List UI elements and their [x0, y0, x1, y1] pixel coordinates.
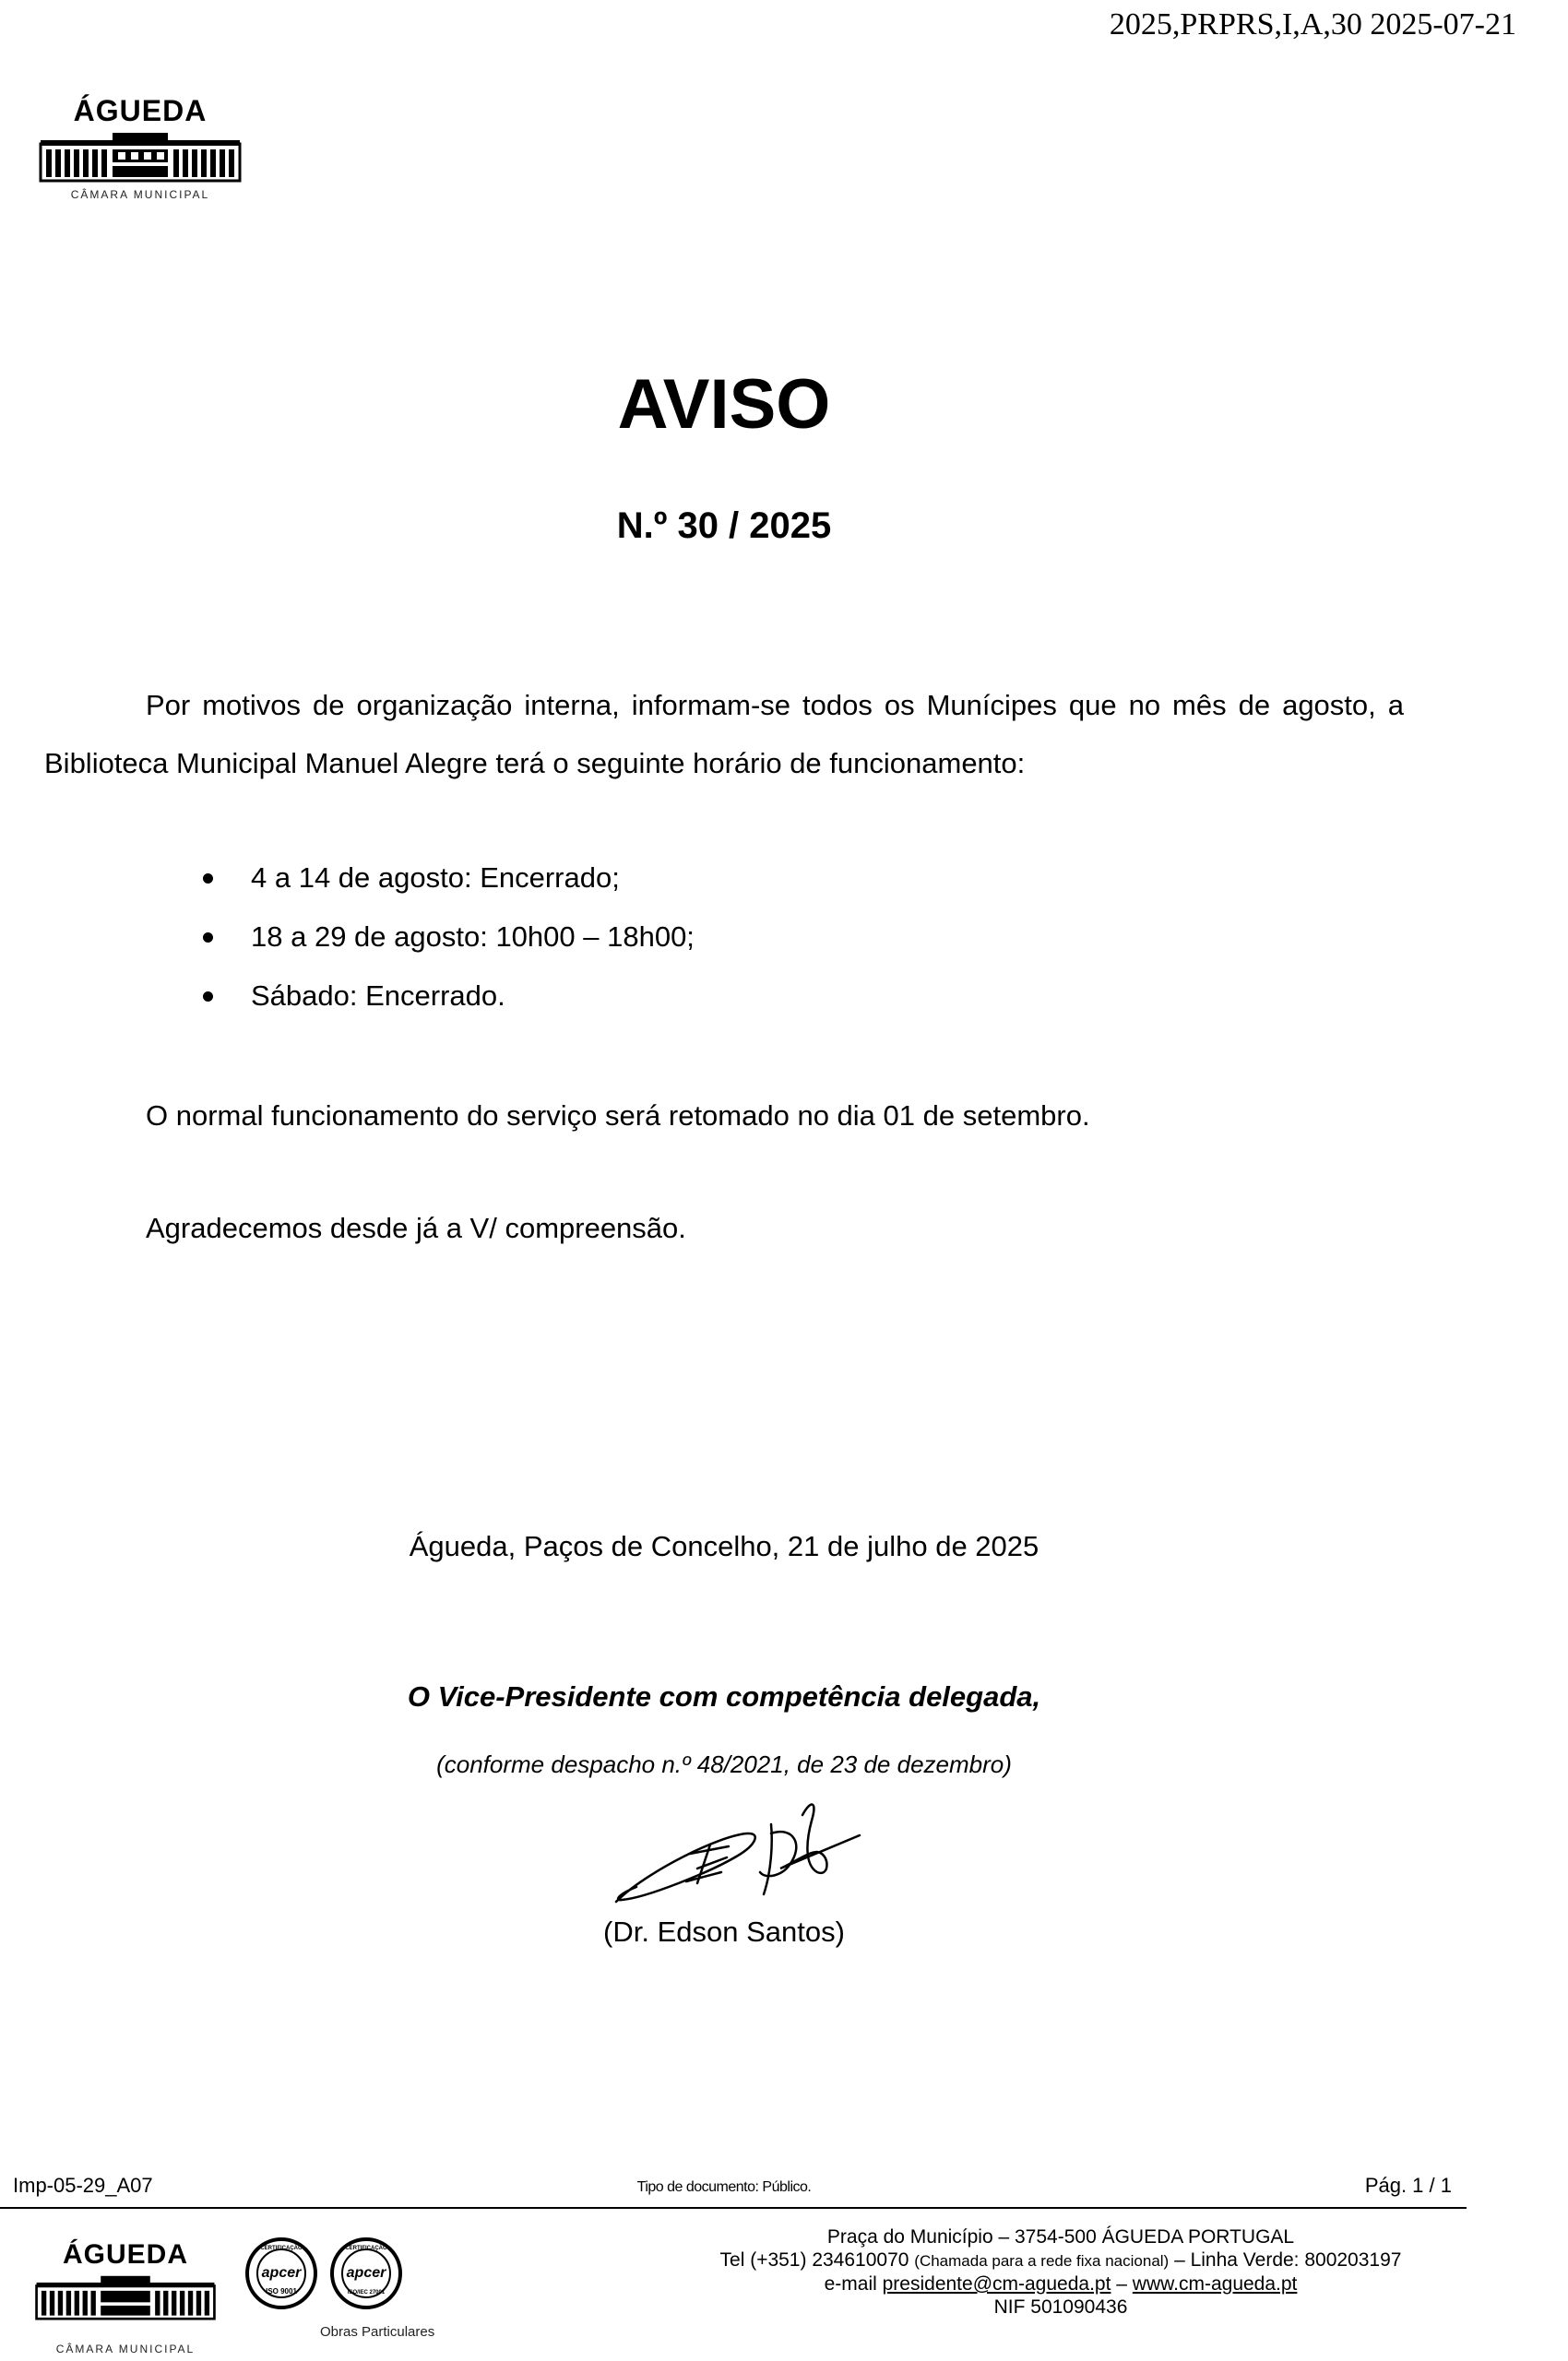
document-reference-stamp: 2025,PRPRS,I,A,30 2025-07-21 — [1109, 7, 1516, 42]
footer-address: Praça do Município – 3754-500 ÁGUEDA PORTUGAL — [826, 2226, 1295, 2248]
list-item — [194, 908, 695, 967]
list-item — [194, 848, 695, 908]
signer-name: (Dr. Edson Santos) — [603, 1916, 845, 1948]
place-date: Águeda, Paços de Concelho, 21 de julho de 2025 — [409, 1530, 1039, 1562]
separator: – — [1116, 2273, 1127, 2295]
cert-ring-text: CERTIFICAÇÃO — [345, 2246, 387, 2251]
website-link[interactable]: www.cm-agueda.pt — [1132, 2273, 1298, 2295]
apcer-iso27001-badge — [329, 2236, 403, 2310]
footer-logo — [33, 2239, 218, 2355]
schedule-item-text: Sábado: Encerrado. — [251, 979, 505, 1012]
logo-name: ÁGUEDA — [73, 94, 208, 127]
cert-standard-text: ISO 9001 — [266, 2287, 297, 2296]
delegation-note: (conforme despacho n.º 48/2021, de 23 de dezembro) — [436, 1750, 1012, 1778]
form-code: Imp-05-29_A07 — [13, 2174, 153, 2197]
schedule-item-text: 4 a 14 de agosto: Encerrado; — [251, 861, 620, 894]
schedule-item-text: 18 a 29 de agosto: 10h00 – 18h00; — [251, 920, 695, 953]
email-link[interactable]: presidente@cm-agueda.pt — [882, 2273, 1111, 2295]
works-label: Obras Particulares — [320, 2324, 435, 2340]
email-label: e-mail — [824, 2273, 877, 2295]
page-number: Pág. 1 / 1 — [1364, 2174, 1452, 2197]
notice-number: N.º 30 / 2025 — [616, 505, 832, 546]
cert-brand-text: apcer — [346, 2265, 386, 2281]
document-type: Tipo de documento: Público. — [636, 2179, 812, 2195]
signer-title: O Vice-Presidente com competência delegada, — [407, 1680, 1041, 1713]
cert-standard-text: ISO/IEC 27001 — [347, 2290, 386, 2296]
apcer-iso9001-badge — [244, 2236, 318, 2310]
logo-name: ÁGUEDA — [62, 2239, 188, 2270]
schedule-list — [194, 848, 695, 1026]
thanks-note: Agradecemos desde já a V/ compreensão. — [146, 1212, 686, 1244]
footer-contact — [600, 2225, 1522, 2319]
footer-nif: NIF 501090436 — [993, 2296, 1128, 2318]
phone-note: (Chamada para a rede fixa nacional) — [914, 2252, 1170, 2270]
resume-note: O normal funcionamento do serviço será retomado no dia 01 de setembro. — [146, 1099, 1090, 1132]
cert-brand-text: apcer — [261, 2265, 302, 2281]
footer-phone — [600, 2248, 1522, 2272]
bullet-icon — [203, 873, 213, 884]
phone-number: Tel (+351) 234610070 — [719, 2249, 909, 2271]
logo-subtitle: CÂMARA MUNICIPAL — [55, 2343, 196, 2355]
green-line: – Linha Verde: 800203197 — [1174, 2249, 1402, 2271]
header-logo — [39, 92, 242, 203]
intro-paragraph: Por motivos de organização interna, informam-se todos os Munícipes que no mês de agosto, a Biblioteca Municipal Manuel Alegre terá o seguinte horário de funcionamento: — [44, 689, 1404, 779]
page-title: AVISO — [617, 365, 831, 444]
footer-email-web — [600, 2272, 1522, 2296]
town-hall-building-icon — [39, 131, 242, 183]
bullet-icon — [203, 932, 213, 943]
bullet-icon — [203, 991, 213, 1002]
logo-subtitle: CÂMARA MUNICIPAL — [70, 188, 210, 201]
list-item — [194, 967, 695, 1026]
town-hall-building-icon — [33, 2274, 218, 2320]
cert-ring-text: CERTIFICAÇÃO — [260, 2246, 303, 2251]
footer-divider — [0, 2207, 1467, 2209]
